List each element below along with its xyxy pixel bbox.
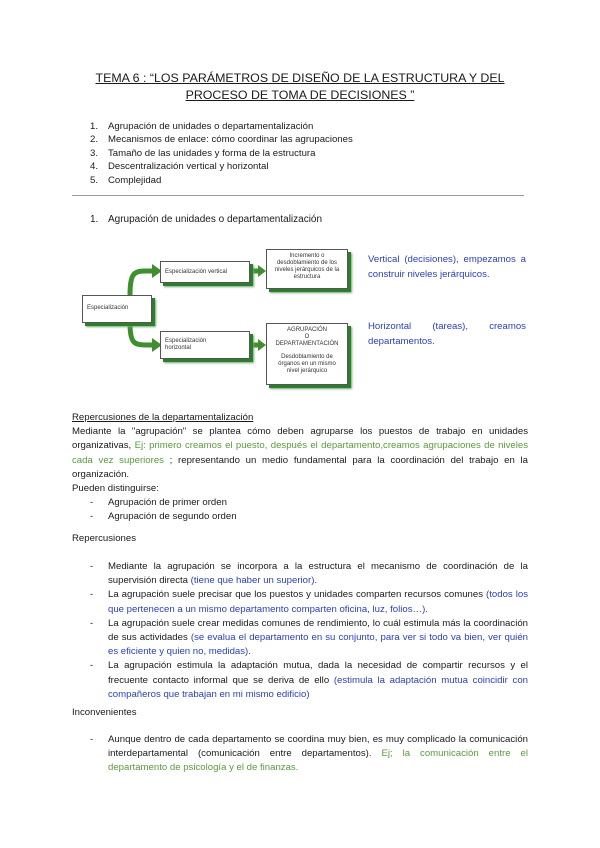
inconvenientes-list xyxy=(72,733,528,776)
page-title: TEMA 6 : “LOS PARÁMETROS DE DISEÑO DE LA ESTRUCTURA Y DEL PROCESO DE TOMA DE DECISIONES ” xyxy=(95,71,505,102)
repercusiones-heading: Repercusiones xyxy=(72,533,136,544)
vertical-note: Vertical (decisiones), empezamos a construir niveles jerárquicos. xyxy=(368,254,526,280)
list-item: - Agrupación de primer orden xyxy=(90,497,227,509)
arrow-right-top-head xyxy=(258,265,266,277)
list-item: - Aunque dentro de cada departamento se coordina muy bien, es muy complicado la comunicación interdepartamental (comunicación entre departamentos). Ej; la comunicación entre el departamento de psicología y el de finanzas. xyxy=(90,734,528,774)
box-horizontal-result: AGRUPACIÓN O DEPARTAMENTACIÓN Desdoblamiento de órganos en un mismo nivel jerárquico xyxy=(266,323,348,385)
toc-item: 3. Tamaño de las unidades y forma de la estructura xyxy=(90,147,316,159)
paragraph: Pueden distinguirse: xyxy=(72,483,159,495)
list-item: - Agrupación de segundo orden xyxy=(90,511,237,523)
box-vertical-result: Incremento o desdoblamiento de los niveles jerárquicos de la estructura xyxy=(266,249,348,289)
toc-item: 1. Agrupación de unidades o departamentalización xyxy=(90,121,314,132)
inconvenientes-heading: Inconvenientes xyxy=(72,707,137,718)
box-esp-horizontal: Especialización horizontal xyxy=(160,331,250,359)
specialization-diagram xyxy=(82,243,372,378)
list-item: - La agrupación suele crear medidas comunes de rendimiento, lo cuál estimula más la coordinación de sus actividades (se evalua el departamento en su conjunto, para ver si todo va bien, ver quién es eficiente y quien no, medidas). xyxy=(90,617,528,658)
divider xyxy=(72,195,524,196)
horizontal-note: Horizontal (tareas), creamos departamentos. xyxy=(368,321,526,347)
arrow-right-bottom-head xyxy=(258,339,266,351)
toc-item: 2. Mecanismos de enlace: cómo coordinar las agrupaciones xyxy=(90,134,353,146)
section-heading: Repercusiones de la departamentalización xyxy=(72,412,254,423)
repercusiones-list xyxy=(72,560,528,702)
paragraph: Mediante la "agrupación" se plantea cómo deben agruparse los puestos de trabajo en unidades organizativas, Ej: primero creamos el puesto, después el departamento,creamos agrupaciones de niveles cada vez superiores ; representando un medio fundamental para la coordinación del trabajo en la organización. xyxy=(72,426,528,480)
section-heading: 1. Agrupación de unidades o departamentalización xyxy=(90,214,323,225)
arrow-down xyxy=(130,323,152,345)
list-item: - La agrupación suele precisar que los puestos y unidades comparten recursos comunes (todos los que pertenecen a un mismo departamento comparten oficina, luz, folios…). xyxy=(90,589,528,615)
box-especializacion: Especialización xyxy=(82,295,152,323)
list-item: - Mediante la agrupación se incorpora a la estructura el mecanismo de coordinación de la supervisión directa (tiene que haber un superior). xyxy=(90,561,528,587)
toc-item: 4. Descentralización vertical y horizontal xyxy=(90,161,269,173)
list-item: - La agrupación estimula la adaptación mutua, dada la necesidad de compartir recursos y el frecuente contacto informal que se deriva de ello (estimula la adaptación mutua coincidir con compañeros que trabajan en mi mismo edificio) xyxy=(90,660,528,700)
repercusiones-dept-section xyxy=(72,411,528,525)
toc-item: 5. Complejidad xyxy=(90,174,162,186)
table-of-contents xyxy=(90,120,510,187)
arrow-up xyxy=(130,271,152,295)
box-esp-vertical: Especialización vertical xyxy=(160,261,250,283)
